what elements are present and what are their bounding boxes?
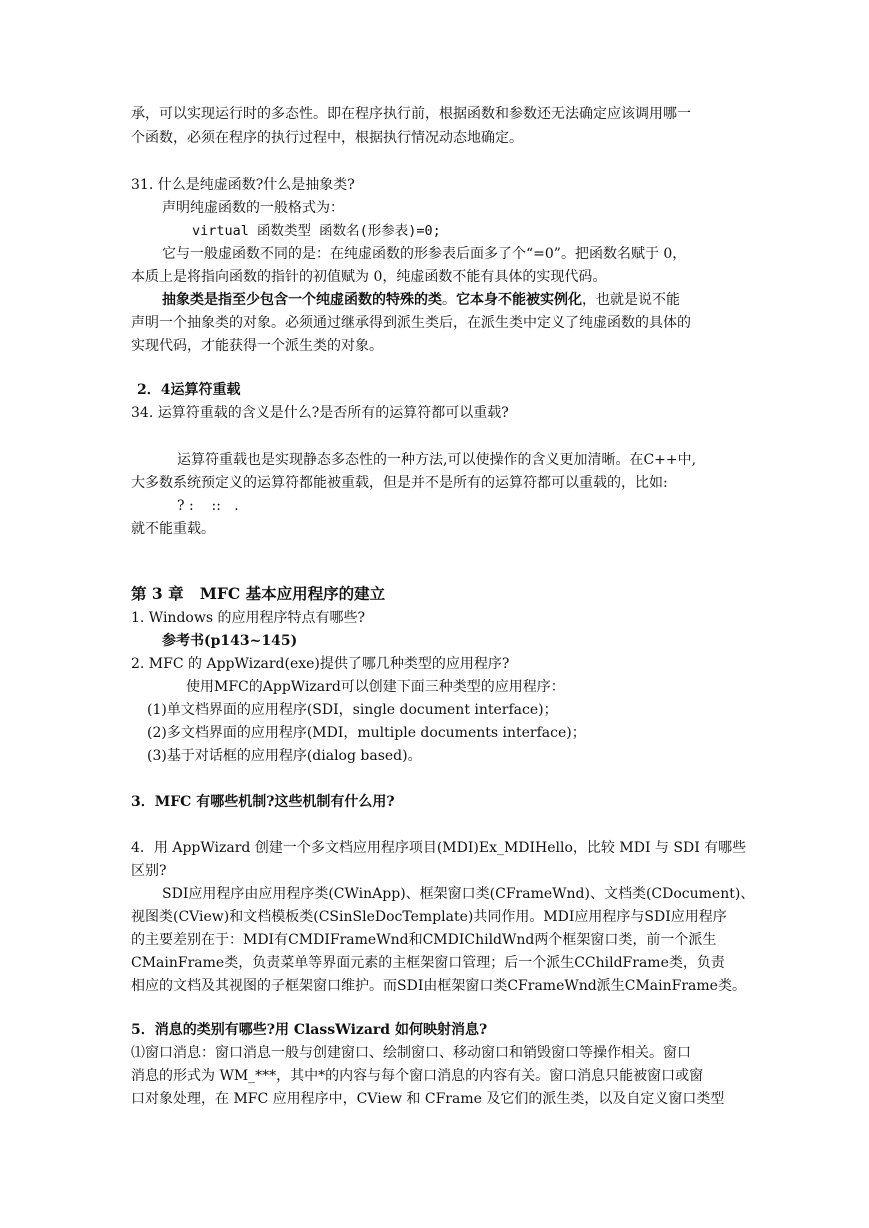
para-line: 相应的文档及其视图的子框架窗口维护。而SDI由框架窗口类CFrameWnd派生CMainFrame类。 xyxy=(131,978,746,994)
para-line: 使用MFC的AppWizard可以创建下面三种类型的应用程序： xyxy=(186,679,565,695)
chapter-title: 第 3 章 MFC 基本应用程序的建立 xyxy=(131,584,386,603)
para-line: 它与一般虚函数不同的是：在纯虚函数的形参表后面多了个“=0”。把函数名赋于 0， xyxy=(162,246,687,262)
para-line: 的主要差别在于：MDI有CMDIFrameWnd和CMDIChildWnd两个框架窗口类，前一个派生 xyxy=(131,932,717,948)
para-line: 承，可以实现运行时的多态性。即在程序执行前，根据函数和参数还无法确定应该调用哪一 xyxy=(131,106,691,122)
question-title: 2. MFC 的 AppWizard(exe)提供了哪几种类型的应用程序? xyxy=(131,656,510,672)
question-title: 3．MFC 有哪些机制?这些机制有什么用? xyxy=(131,794,395,810)
question-title: 区别? xyxy=(131,863,167,879)
para-line: CMainFrame类，负责菜单等界面元素的主框架窗口管理；后一个派生CChildFrame类，负责 xyxy=(131,955,725,971)
bold-text: 它本身不能被实例化 xyxy=(456,292,582,308)
reference-text: 参考书(p143~145) xyxy=(162,633,298,649)
para-line: 口对象处理，在 MFC 应用程序中，CView 和 CFrame 及它们的派生类，以及自定义窗口类型 xyxy=(131,1091,725,1107)
para-line: 声明纯虚函数的一般格式为： xyxy=(162,200,344,216)
question-title: 4．用 AppWizard 创建一个多文档应用程序项目(MDI)Ex_MDIHello，比较 MDI 与 SDI 有哪些 xyxy=(131,840,747,856)
para-line: 运算符重载也是实现静态多态性的一种方法,可以使操作的含义更加清晰。在C++中, xyxy=(177,452,697,468)
para-line: 视图类(CView)和文档模板类(CSinSleDocTemplate)共同作用。MDI应用程序与SDI应用程序 xyxy=(131,909,727,925)
list-item: (1)单文档界面的应用程序(SDI，single document interface)； xyxy=(147,702,558,718)
para-line: 消息的形式为 WM_***，其中*的内容与每个窗口消息的内容有关。窗口消息只能被窗口或窗 xyxy=(131,1068,704,1084)
list-item: (3)基于对话框的应用程序(dialog based)。 xyxy=(147,748,422,764)
text: ，也就是说不能 xyxy=(582,292,680,308)
list-item: (2)多文档界面的应用程序(MDI，multiple documents interface)； xyxy=(147,725,586,741)
para-line: 实现代码，才能获得一个派生类的对象。 xyxy=(131,338,383,354)
code-line: virtual 函数类型 函数名(形参表)=0; xyxy=(192,223,441,239)
para-line: 大多数系统预定义的运算符都能被重载，但是并不是所有的运算符都可以重载的，比如: xyxy=(131,475,668,491)
operator-list: ? : :: . xyxy=(177,498,239,514)
para-line: 就不能重载。 xyxy=(131,521,215,537)
question-title: 5．消息的类别有哪些?用 ClassWizard 如何映射消息? xyxy=(131,1022,488,1038)
question-title: 31. 什么是纯虚函数?什么是抽象类? xyxy=(131,177,355,193)
para-line: 声明一个抽象类的对象。必须通过继承得到派生类后，在派生类中定义了纯虚函数的具体的 xyxy=(131,315,691,331)
para-line: 个函数，必须在程序的执行过程中，根据执行情况动态地确定。 xyxy=(131,130,523,146)
para-line xyxy=(162,291,680,309)
bold-text: 抽象类是指至少包含一个纯虚函数的特殊的类 xyxy=(162,292,442,308)
question-title: 1. Windows 的应用程序特点有哪些? xyxy=(131,610,365,626)
question-title: 34. 运算符重载的含义是什么?是否所有的运算符都可以重载? xyxy=(131,405,509,421)
section-heading: 2．4运算符重载 xyxy=(137,382,241,398)
para-line: 本质上是将指向函数的指针的初值赋为 0，纯虚函数不能有具体的实现代码。 xyxy=(131,269,607,285)
para-line: SDI应用程序由应用程序类(CWinApp)、框架窗口类(CFrameWnd)、文档类(CDocument)、 xyxy=(162,886,755,902)
text: 。 xyxy=(442,292,456,308)
para-line: ⑴窗口消息：窗口消息一般与创建窗口、绘制窗口、移动窗口和销毁窗口等操作相关。窗口 xyxy=(131,1045,691,1061)
